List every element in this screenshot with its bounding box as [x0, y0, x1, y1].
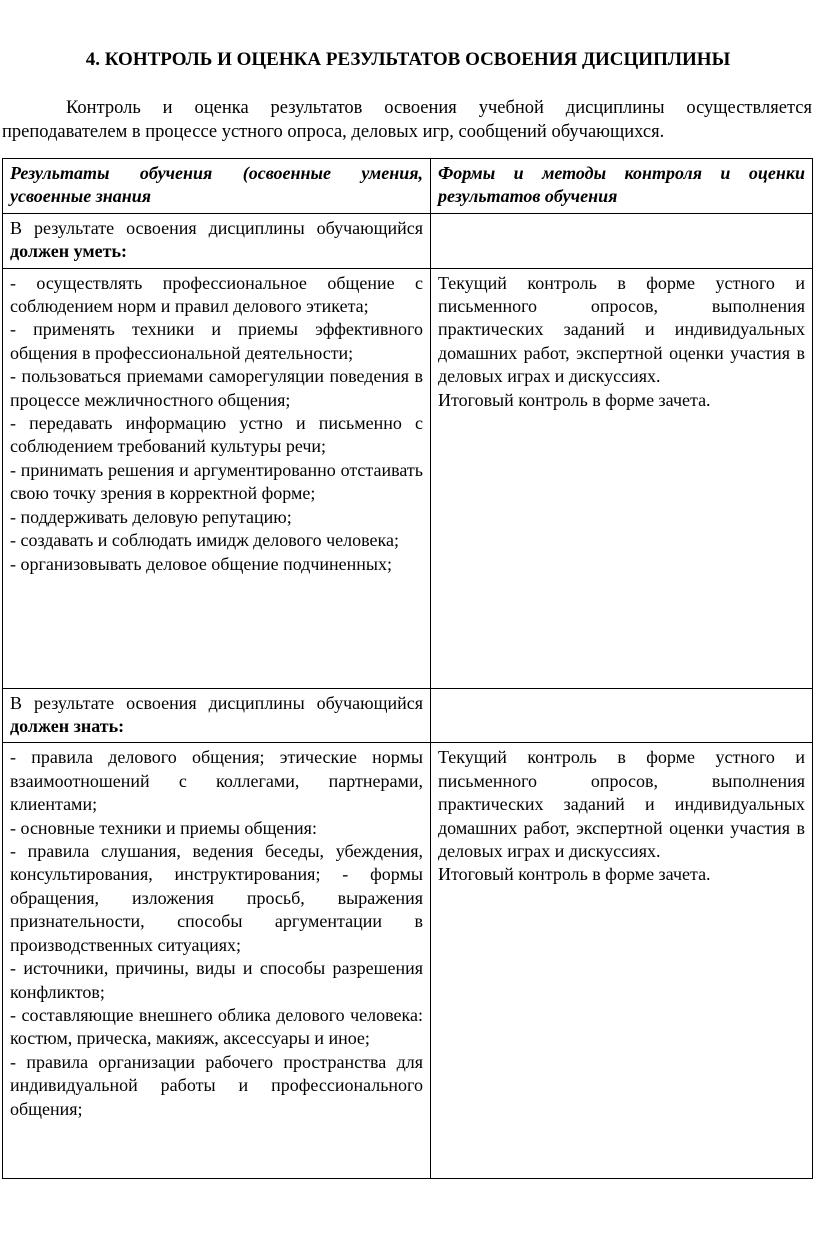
section-heading: 4. КОНТРОЛЬ И ОЦЕНКА РЕЗУЛЬТАТОВ ОСВОЕНИЯ ДИСЦИПЛИНЫ: [85, 49, 731, 70]
knowledge-intro-cell: [3, 688, 431, 743]
skills-list-cell: [3, 268, 431, 688]
skills-intro-bold: должен уметь:: [10, 241, 128, 262]
knowledge-control-cell: [431, 743, 813, 1179]
list-item: - составляющие внешнего облика делового человека: костюм, прическа, макияж, аксессуары и иное;: [10, 1004, 423, 1049]
list-item: - осуществлять профессиональное общение с соблюдением норм и правил делового этикета;: [10, 272, 423, 317]
list-item: - поддерживать деловую репутацию;: [10, 506, 292, 527]
header-results: Результаты обучения (освоенные умения, усвоенные знания: [3, 159, 431, 214]
skills-intro-cell: [3, 213, 431, 268]
table-header-row: [3, 159, 813, 214]
list-item: - организовывать деловое общение подчиненных;: [10, 553, 393, 574]
knowledge-intro-bold: должен знать:: [10, 716, 125, 737]
list-item: - правила организации рабочего пространства для индивидуальной работы и профессионального общения;: [10, 1051, 423, 1119]
skills-list-row: [3, 268, 813, 688]
assessment-table: [2, 158, 813, 1179]
knowledge-intro-row: [3, 688, 813, 743]
list-item: - передавать информацию устно и письменно с соблюдением требований культуры речи;: [10, 413, 423, 457]
knowledge-list-cell: [3, 743, 431, 1179]
knowledge-intro-text: В результате освоения дисциплины обучающийся: [10, 692, 423, 713]
knowledge-list-row: [3, 743, 813, 1179]
current-control-text: Текущий контроль в форме устного и письменного опросов, выполнения практических заданий и индивидуальных домашних работ, экспертной оценки участия в деловых играх и дискуссиях.: [438, 747, 805, 862]
list-item: - создавать и соблюдать имидж делового человека;: [10, 530, 399, 551]
list-item: - основные техники и приемы общения:: [10, 817, 317, 838]
list-item: - пользоваться приемами саморегуляции поведения в процессе межличностного общения;: [10, 366, 423, 410]
skills-intro-empty-cell: [431, 213, 813, 268]
list-item: - правила слушания, ведения беседы, убеждения, консультирования, инструктирования; - формы обращения, изложения просьб, выражения признательности, способы аргументации в производственных ситуациях;: [10, 841, 423, 955]
final-control-text: Итоговый контроль в форме зачета.: [438, 864, 711, 885]
knowledge-intro-empty-cell: [431, 688, 813, 743]
skills-intro-row: [3, 213, 813, 268]
list-item: - применять техники и приемы эффективного общения в профессиональной деятельности;: [10, 319, 423, 363]
intro-paragraph: Контроль и оценка результатов освоения учебной дисциплины осуществляется преподавателем в процессе устного опроса, деловых игр, сообщений обучающихся.: [2, 98, 812, 142]
list-item: - правила делового общения; этические нормы взаимоотношений с коллегами, партнерами, клиентами;: [10, 747, 423, 815]
list-item: - принимать решения и аргументированно отстаивать свою точку зрения в корректной форме;: [10, 459, 423, 504]
list-item: - источники, причины, виды и способы разрешения конфликтов;: [10, 958, 423, 1002]
header-methods: Формы и методы контроля и оценки результатов обучения: [431, 159, 813, 214]
skills-intro-text: В результате освоения дисциплины обучающийся: [10, 217, 423, 238]
final-control-text: Итоговый контроль в форме зачета.: [438, 389, 711, 410]
current-control-text: Текущий контроль в форме устного и письменного опросов, выполнения практических заданий и индивидуальных домашних работ, экспертной оценки участия в деловых играх и дискуссиях.: [438, 272, 805, 387]
skills-control-cell: [431, 268, 813, 688]
